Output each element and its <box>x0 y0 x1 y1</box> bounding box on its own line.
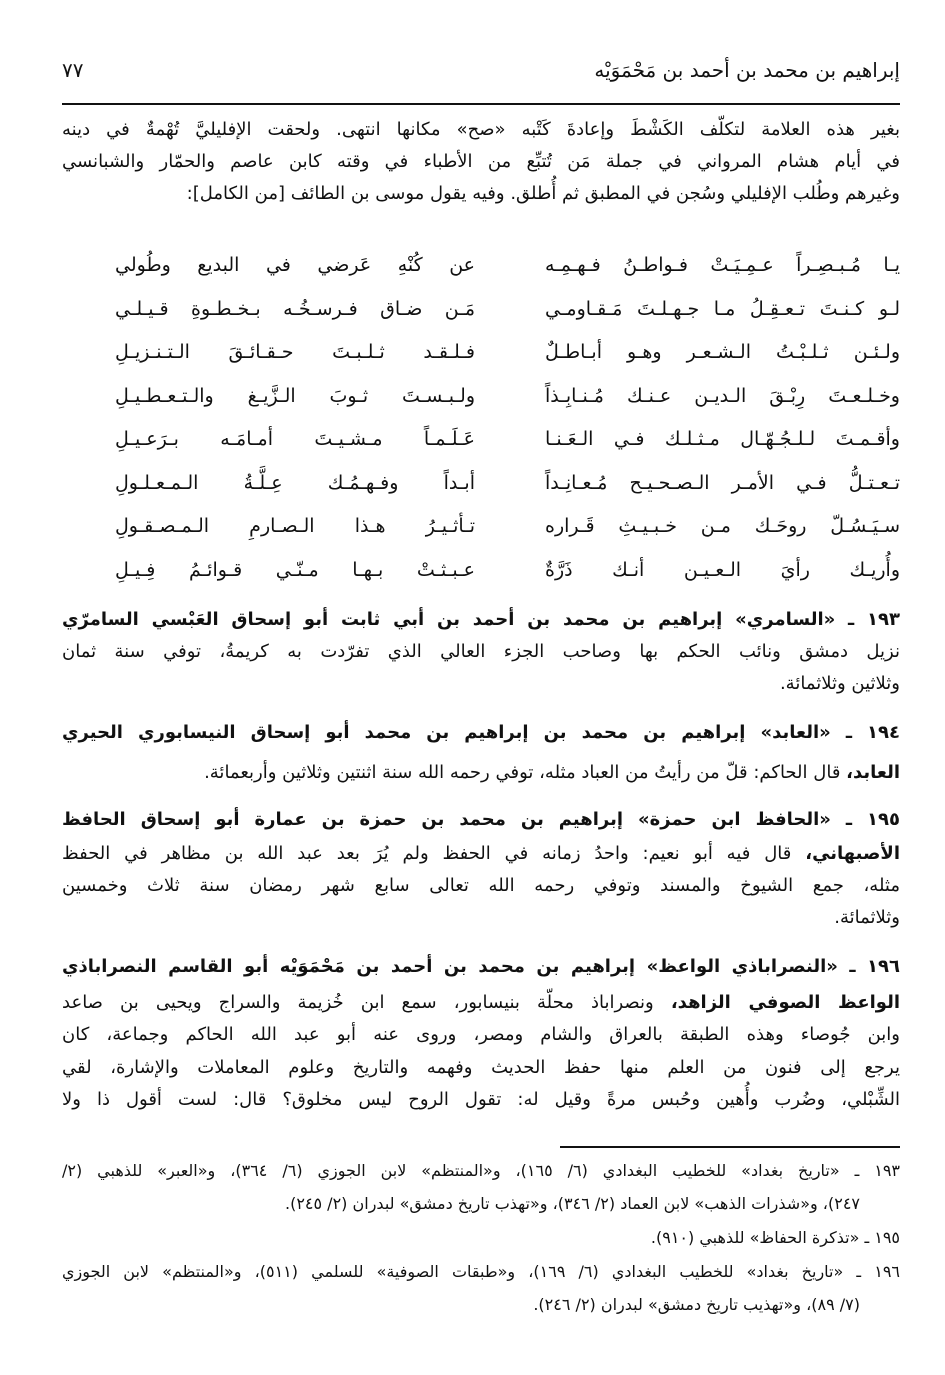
page-number: ٧٧ <box>62 58 84 82</box>
entry-line <box>62 1054 900 1082</box>
entry-heading <box>62 806 900 834</box>
verse-first-hemistich: وأُريـك رأيَ الـعـيـن أنـك ذَرَّةٌ <box>545 558 900 581</box>
entry-heading <box>62 953 900 981</box>
footnote-line: (٧/ ٨٩)، و«تهذيب تاريخ دمشق» لبدران (٢/ ٢٤٦). <box>533 1295 860 1314</box>
entry-line <box>62 759 900 787</box>
intro-line: وغيرهم وطُلب الإفليلي وسُجن في المطبق ثم أُطلق. وفيه يقول موسى بن الطائف [من الكامل]: <box>186 183 900 204</box>
verse-second-hemistich: ولـبـسـتَ ثـوبَ الـزَّيـغ والـتـعـطـيـلِ <box>115 384 475 407</box>
running-header <box>62 58 900 92</box>
verse-first-hemistich: تـعـتـلُّ فـي الأمـر الـصـحـيـح مُـعـانِـداً <box>545 471 900 494</box>
verse-second-hemistich: عـبـثـتْ بـهـا مـنّـي قـوائـمُ فِـيـلِ <box>115 558 475 581</box>
verse-second-hemistich: أبـداً وفـهـمُـك عِـلَّـةُ الـمـعـلـولِ <box>115 471 475 494</box>
footnote-line: ١٩٣ ـ «تاريخ بغداد» للخطيب البغدادي (٦/ ١٦٥)، و«المنتظم» لابن الجوزي (٦/ ٣٦٤)، و«العبر» للذهبي (٢/ <box>62 1161 901 1180</box>
header-title: إبراهيم بن محمد بن أحمد بن مَحْمَوَيْه <box>594 58 900 82</box>
verse-first-hemistich: سـيَـسُـلّ روحَـك مـن خـبـيـثِ قَـراره <box>545 515 900 537</box>
verse-first-hemistich: لـو كـنـتَ تـعـقِـلُ مـا جـهـلـتَ مَـقـاومـي <box>545 297 900 320</box>
entry-heading <box>62 719 900 747</box>
intro-line: بغير هذه العلامة لتكلّف الكَشْطَ وإعادةَ كَتْبه «صح» مكانها انتهى. ولحقت الإفليليَّ تُهْمةٌ في دينه <box>62 119 900 140</box>
entry-name: ١٩٤ ـ «العابد» إبراهيم بن محمد بن إبراهيم بن محمد أبو إسحاق النيسابوري الحيري <box>62 722 900 743</box>
verse-first-hemistich: وأقـمـتَ لـلـجُـهّـال مـثـلـك فـي الـعَـنـا <box>545 428 900 450</box>
footnote-line: ٢٤٧)، و«شذرات الذهب» لابن العماد (٢/ ٣٤٦)، و«تهذب تاريخ دمشق» لبدران (٢/ ٢٤٥). <box>284 1194 860 1213</box>
entry-text: وابن جُوصاء وهذه الطبقة بالعراق والشام ومصر، وروى عنه أبو عبد الله الحاكم وجماعة، كان <box>62 1024 900 1045</box>
entry-text: قال فيه أبو نعيم: واحدُ زمانه في الحفظ ولم يُرَ بعد عبد الله بن مظاهر في الحفظ <box>62 843 806 864</box>
verse-second-hemistich: مَـن ضـاق فـرسـخُـه بـخـطـوةِ قـيـلـي <box>115 297 475 320</box>
entry-name: ١٩٥ ـ «الحافظ ابن حمزة» إبراهيم بن محمد بن حمزة بن عمارة أبو إسحاق الحافظ <box>62 809 900 830</box>
entry-text: قال الحاكم: قلّ من رأيتُ من العباد مثله، توفي رحمه الله سنة اثنتين وثلاثين وأربعمائة. <box>204 762 847 783</box>
entry-name: الأصبهاني، <box>805 843 900 864</box>
verse-first-hemistich: وخـلـعـتَ رِبْـقَ الـديـن عـنـك مُـنـابِـذاً <box>545 384 900 407</box>
entry-name: ١٩٦ ـ «النصراباذي الواعظ» إبراهيم بن محمد بن أحمد بن مَحْمَوَيْه أبو القاسم النصراباذي <box>62 956 900 977</box>
verse-first-hemistich: ولـئـن ثـلـبْـتُ الـشـعـر وهـو أبـاطـلٌ <box>545 341 900 363</box>
entry-line <box>62 638 900 666</box>
entry-text: مثله، جمع الشيوخ والمسند وتوفي رحمه الله تعالى سابع شهر رمضان سنة ثلاث وخمسين <box>62 875 900 896</box>
entry-name: العابد، <box>846 762 900 783</box>
verse-second-hemistich: عن كُنْهِ عَرضي في البديع وطُولي <box>115 254 475 276</box>
entry-line <box>62 904 900 932</box>
footnote-rule <box>560 1146 900 1148</box>
intro-line: في أيام هشام المرواني في جملة مَن تُتبِّع من الأطباء في وقته كابن عاصم والحمّار والشبانسي <box>62 151 900 172</box>
entry-name: الواعظ الصوفي الزاهد، <box>670 992 901 1013</box>
entry-text: نزيل دمشق ونائب الحكم بها وصاحب الجزء العالي الذي تفرّدت به كريمةُ، توفي سنة ثمان <box>62 641 900 662</box>
entry-line <box>62 1021 900 1049</box>
footnote-line: ١٩٦ ـ «تاريخ بغداد» للخطيب البغدادي (٦/ ١٦٩)، و«طبقات الصوفية» للسلمي (٥١١)، و«المنتظم» لابن الجوزي <box>62 1262 901 1281</box>
footnote-line: ١٩٥ ـ «تذكرة الحفاظ» للذهبي (٩١٠). <box>650 1228 900 1247</box>
verse-second-hemistich: فـلـقـد ثـلـبـتَ حـقـائـقَ الـتـنـزيـلِ <box>115 341 475 363</box>
entry-line <box>62 1086 900 1114</box>
verse-second-hemistich: تـأثـيـرُ هـذا الـصـارمِ الـمـصـقـولِ <box>115 515 475 537</box>
verse-first-hemistich: يـا مُـبـصِـراً عـمِـيَـتْ فـواطـنُ فـهـمِـه <box>545 254 900 276</box>
header-rule <box>62 103 900 105</box>
verse-second-hemistich: عَـلَـمـاً مـشـيـتَ أمـامَـه بـرَعـيـلِ <box>115 428 475 450</box>
entry-text: ونصراباذ محلّة بنيسابور، سمع ابن خُزيمة والسراج ويحيى بن صاعد <box>62 992 671 1013</box>
entry-text: وثلاثمائة. <box>834 907 900 928</box>
entry-name: ١٩٣ ـ «السامري» إبراهيم بن محمد بن أحمد بن أبي ثابت أبو إسحاق العَبْسي السامرّي <box>62 609 900 630</box>
entry-heading <box>62 606 900 634</box>
entry-line <box>62 670 900 698</box>
entry-line <box>62 989 900 1017</box>
entry-text: يرجع إلى فنون من العلم منها حفظ الحديث وفهمه والتاريخ وعلوم المعاملات والإشارة، لقي <box>62 1057 900 1078</box>
entry-line <box>62 872 900 900</box>
entry-text: وثلاثين وثلاثمائة. <box>779 673 900 694</box>
entry-line <box>62 840 900 868</box>
entry-text: الشِّبْلي، وضُرب وأُهين وحُبس مرةً وقيل له: تقول الروح ليس مخلوق؟ قال: لست أقول ذا ولا <box>62 1089 900 1110</box>
